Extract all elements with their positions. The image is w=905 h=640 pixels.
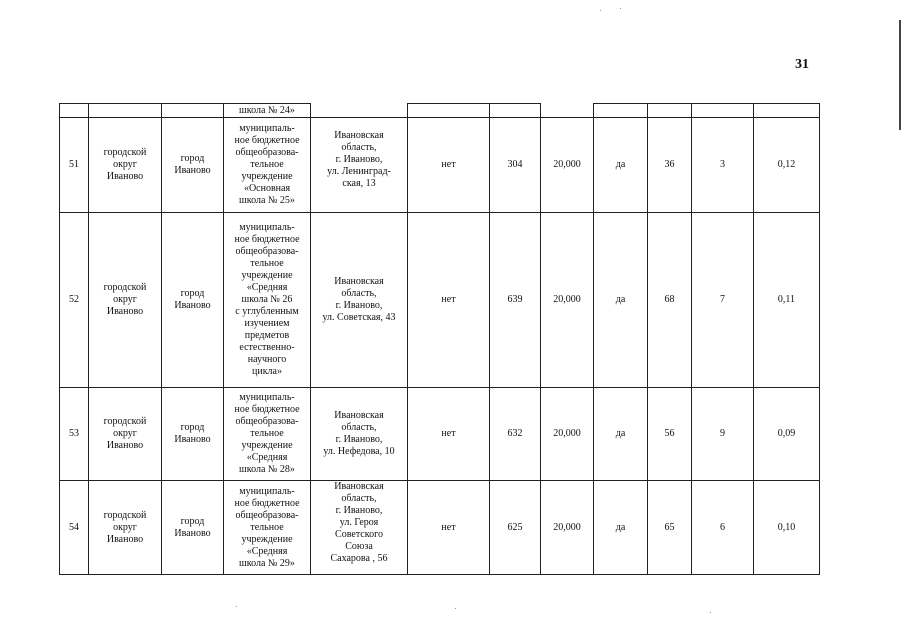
- cell-ratio: 0,12: [754, 118, 820, 213]
- cont-cell: [541, 104, 594, 118]
- cell-district: городской округ Иваново: [89, 481, 162, 575]
- table-body: [60, 104, 820, 575]
- cell-flag: нет: [408, 118, 490, 213]
- page-number: 31: [795, 57, 809, 72]
- cell-ratio: 0,11: [754, 213, 820, 388]
- cell-value: 20,000: [541, 388, 594, 481]
- cell-object: муниципаль- ное бюджетное общеобразова- тельное учреждение «Основная школа № 25»: [224, 118, 311, 213]
- cell-n2: 3: [692, 118, 754, 213]
- continuation-row: [60, 104, 820, 118]
- cont-object-cell: школа № 24»: [224, 104, 311, 118]
- cont-cell: [408, 104, 490, 118]
- cell-answer: да: [594, 118, 648, 213]
- cell-object: муниципаль- ное бюджетное общеобразова- тельное учреждение «Средняя школа № 26 с углубленным изучением предметов естественно- научного цикла»: [224, 213, 311, 388]
- cell-n1: 65: [648, 481, 692, 575]
- cell-settlement: город Иваново: [162, 481, 224, 575]
- cell-object: муниципаль- ное бюджетное общеобразова- тельное учреждение «Средняя школа № 28»: [224, 388, 311, 481]
- cell-value: 20,000: [541, 213, 594, 388]
- cont-cell: [692, 104, 754, 118]
- cell-answer: да: [594, 213, 648, 388]
- cont-cell: [60, 104, 89, 118]
- cell-num: 53: [60, 388, 89, 481]
- cell-ratio: 0,09: [754, 388, 820, 481]
- cell-district: городской округ Иваново: [89, 118, 162, 213]
- cell-n2: 6: [692, 481, 754, 575]
- cell-count: 632: [490, 388, 541, 481]
- cont-cell: [89, 104, 162, 118]
- cell-address: Ивановская область, г. Иваново, ул. Нефедова, 10: [311, 388, 408, 481]
- cell-address: Ивановская область, г. Иваново, ул. Ленинград- ская, 13: [311, 118, 408, 213]
- cell-object: муниципаль- ное бюджетное общеобразова- тельное учреждение «Средняя школа № 29»: [224, 481, 311, 575]
- cont-cell: [490, 104, 541, 118]
- cell-n2: 9: [692, 388, 754, 481]
- cell-flag: нет: [408, 213, 490, 388]
- cell-flag: нет: [408, 481, 490, 575]
- cell-count: 625: [490, 481, 541, 575]
- cell-count: 639: [490, 213, 541, 388]
- cell-address: Ивановская область, г. Иваново, ул. Героя Советского Союза Сахарова , 56: [311, 481, 408, 575]
- cont-cell: [594, 104, 648, 118]
- cell-flag: нет: [408, 388, 490, 481]
- cell-n2: 7: [692, 213, 754, 388]
- cont-cell: [648, 104, 692, 118]
- scan-speck: [710, 612, 711, 613]
- cell-value: 20,000: [541, 481, 594, 575]
- cell-district: городской округ Иваново: [89, 213, 162, 388]
- cell-settlement: город Иваново: [162, 118, 224, 213]
- cont-cell: [311, 104, 408, 118]
- cell-answer: да: [594, 388, 648, 481]
- cell-n1: 56: [648, 388, 692, 481]
- data-table: [59, 103, 820, 575]
- cell-num: 52: [60, 213, 89, 388]
- cell-settlement: город Иваново: [162, 388, 224, 481]
- cell-num: 51: [60, 118, 89, 213]
- cell-count: 304: [490, 118, 541, 213]
- cell-address: Ивановская область, г. Иваново, ул. Советская, 43: [311, 213, 408, 388]
- table-row: [60, 481, 820, 575]
- table-row: [60, 388, 820, 481]
- cell-n1: 68: [648, 213, 692, 388]
- cont-cell: [162, 104, 224, 118]
- scan-speck: [236, 606, 237, 607]
- scan-speck: [600, 10, 601, 11]
- scan-speck: [455, 608, 456, 609]
- scan-edge-mark: [899, 20, 901, 130]
- cell-n1: 36: [648, 118, 692, 213]
- cell-ratio: 0,10: [754, 481, 820, 575]
- cell-district: городской округ Иваново: [89, 388, 162, 481]
- cell-answer: да: [594, 481, 648, 575]
- table-row: [60, 213, 820, 388]
- cell-num: 54: [60, 481, 89, 575]
- scan-speck: [620, 8, 621, 9]
- table-row: [60, 118, 820, 213]
- cell-value: 20,000: [541, 118, 594, 213]
- cont-cell: [754, 104, 820, 118]
- cell-settlement: город Иваново: [162, 213, 224, 388]
